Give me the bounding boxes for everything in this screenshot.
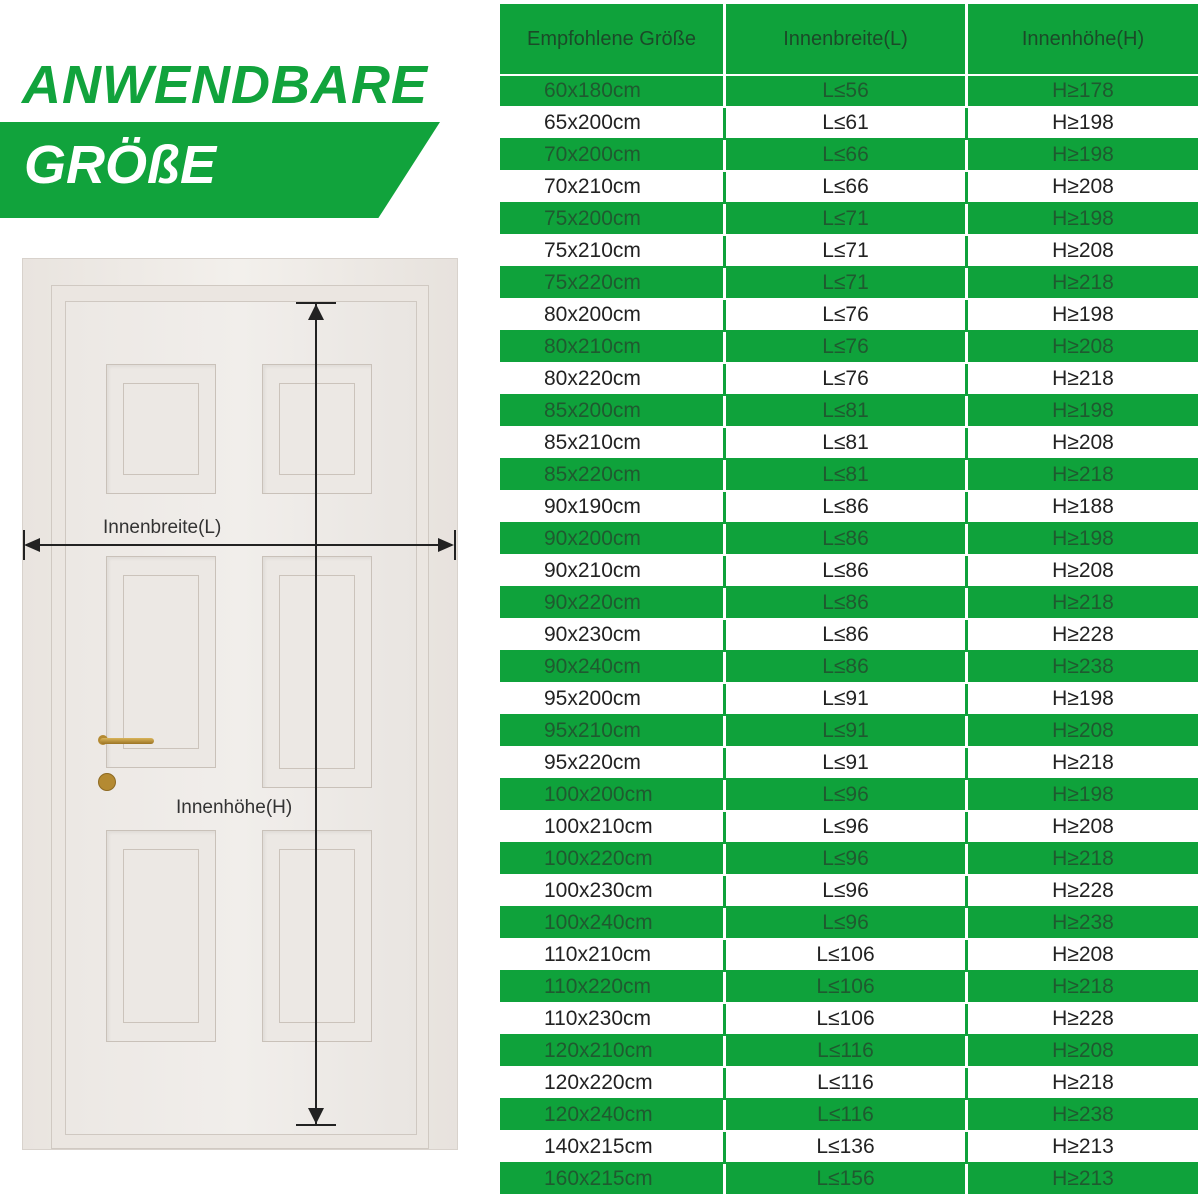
cell-size: 100x220cm	[500, 844, 726, 876]
height-arrow-bottom-head	[308, 1108, 324, 1124]
cell-inner-width: L≤86	[726, 588, 968, 620]
cell-inner-height: H≥218	[968, 364, 1198, 396]
cell-inner-height: H≥208	[968, 940, 1198, 972]
height-label: Innenhöhe(H)	[176, 797, 293, 818]
table-row	[500, 460, 1198, 492]
table-row	[500, 1100, 1198, 1132]
cell-size: 60x180cm	[500, 76, 726, 108]
cell-inner-width: L≤76	[726, 332, 968, 364]
cell-size: 95x210cm	[500, 716, 726, 748]
table-row	[500, 748, 1198, 780]
heading-line-2: GRÖßE	[24, 135, 217, 195]
table-row	[500, 1164, 1198, 1196]
cell-size: 75x210cm	[500, 236, 726, 268]
cell-inner-height: H≥208	[968, 556, 1198, 588]
cell-inner-width: L≤91	[726, 716, 968, 748]
table-row	[500, 300, 1198, 332]
cell-inner-height: H≥218	[968, 460, 1198, 492]
cell-inner-height: H≥218	[968, 268, 1198, 300]
cell-inner-width: L≤86	[726, 556, 968, 588]
cell-size: 65x200cm	[500, 108, 726, 140]
cell-inner-height: H≥238	[968, 1100, 1198, 1132]
table-row	[500, 428, 1198, 460]
cell-size: 140x215cm	[500, 1132, 726, 1164]
table-row	[500, 332, 1198, 364]
cell-inner-height: H≥218	[968, 972, 1198, 1004]
table-row	[500, 620, 1198, 652]
cell-inner-height: H≥238	[968, 652, 1198, 684]
cell-size: 90x190cm	[500, 492, 726, 524]
table-row	[500, 364, 1198, 396]
cell-inner-height: H≥198	[968, 780, 1198, 812]
table-row	[500, 780, 1198, 812]
cell-inner-width: L≤96	[726, 844, 968, 876]
cell-size: 120x240cm	[500, 1100, 726, 1132]
cell-inner-height: H≥198	[968, 300, 1198, 332]
cell-size: 80x200cm	[500, 300, 726, 332]
cell-size: 110x210cm	[500, 940, 726, 972]
cell-size: 85x220cm	[500, 460, 726, 492]
table-row	[500, 1036, 1198, 1068]
cell-inner-height: H≥178	[968, 76, 1198, 108]
table-row	[500, 1132, 1198, 1164]
cell-inner-width: L≤156	[726, 1164, 968, 1196]
cell-size: 85x210cm	[500, 428, 726, 460]
cell-inner-height: H≥208	[968, 332, 1198, 364]
cell-inner-width: L≤116	[726, 1100, 968, 1132]
table-row	[500, 236, 1198, 268]
table-row	[500, 268, 1198, 300]
cell-inner-width: L≤96	[726, 876, 968, 908]
cell-inner-height: H≥228	[968, 1004, 1198, 1036]
cell-inner-width: L≤71	[726, 268, 968, 300]
cell-inner-width: L≤106	[726, 940, 968, 972]
cell-inner-width: L≤71	[726, 204, 968, 236]
cell-inner-width: L≤66	[726, 140, 968, 172]
cell-size: 110x220cm	[500, 972, 726, 1004]
cell-inner-height: H≥208	[968, 428, 1198, 460]
table-row	[500, 396, 1198, 428]
cell-size: 80x220cm	[500, 364, 726, 396]
cell-size: 70x200cm	[500, 140, 726, 172]
cell-size: 90x240cm	[500, 652, 726, 684]
table-row	[500, 972, 1198, 1004]
cell-inner-height: H≥198	[968, 140, 1198, 172]
table-row	[500, 1068, 1198, 1100]
cell-size: 100x200cm	[500, 780, 726, 812]
cell-inner-height: H≥208	[968, 812, 1198, 844]
table-row	[500, 716, 1198, 748]
cell-inner-height: H≥218	[968, 1068, 1198, 1100]
cell-inner-height: H≥198	[968, 684, 1198, 716]
cell-inner-width: L≤71	[726, 236, 968, 268]
cell-inner-height: H≥208	[968, 1036, 1198, 1068]
table-row	[500, 172, 1198, 204]
cell-inner-width: L≤76	[726, 300, 968, 332]
cell-size: 110x230cm	[500, 1004, 726, 1036]
table-row	[500, 844, 1198, 876]
table-row	[500, 940, 1198, 972]
cell-inner-height: H≥228	[968, 620, 1198, 652]
cell-size: 90x200cm	[500, 524, 726, 556]
size-table	[500, 4, 1198, 1196]
cell-size: 100x240cm	[500, 908, 726, 940]
cell-inner-width: L≤106	[726, 972, 968, 1004]
table-row	[500, 140, 1198, 172]
width-arrow-right-head	[438, 538, 454, 552]
cell-size: 90x210cm	[500, 556, 726, 588]
cell-inner-width: L≤76	[726, 364, 968, 396]
cell-size: 80x210cm	[500, 332, 726, 364]
cell-inner-width: L≤81	[726, 396, 968, 428]
cell-inner-height: H≥228	[968, 876, 1198, 908]
table-row	[500, 908, 1198, 940]
cell-inner-width: L≤86	[726, 492, 968, 524]
cell-inner-height: H≥198	[968, 108, 1198, 140]
table-header-row	[500, 4, 1198, 76]
cell-inner-height: H≥198	[968, 204, 1198, 236]
cell-inner-height: H≥208	[968, 172, 1198, 204]
cell-inner-height: H≥188	[968, 492, 1198, 524]
cell-size: 120x220cm	[500, 1068, 726, 1100]
cell-size: 70x210cm	[500, 172, 726, 204]
cell-inner-height: H≥218	[968, 588, 1198, 620]
cell-size: 90x230cm	[500, 620, 726, 652]
table-row	[500, 492, 1198, 524]
cell-inner-width: L≤66	[726, 172, 968, 204]
table-row	[500, 876, 1198, 908]
cell-size: 95x200cm	[500, 684, 726, 716]
cell-inner-height: H≥213	[968, 1164, 1198, 1196]
cell-inner-width: L≤81	[726, 428, 968, 460]
table-row	[500, 588, 1198, 620]
cell-inner-height: H≥218	[968, 844, 1198, 876]
table-body	[500, 76, 1198, 1196]
height-arrow-top-head	[308, 304, 324, 320]
header-inner-height: Innenhöhe(H)	[968, 4, 1198, 76]
cell-size: 160x215cm	[500, 1164, 726, 1196]
cell-size: 90x220cm	[500, 588, 726, 620]
cell-inner-width: L≤86	[726, 652, 968, 684]
cell-inner-width: L≤106	[726, 1004, 968, 1036]
cell-size: 100x210cm	[500, 812, 726, 844]
cell-inner-height: H≥208	[968, 716, 1198, 748]
cell-inner-width: L≤86	[726, 524, 968, 556]
measurement-arrows	[0, 0, 480, 1200]
heading-line-1: ANWENDBARE	[22, 55, 428, 115]
header-recommended-size: Empfohlene Größe	[500, 4, 726, 76]
cell-size: 85x200cm	[500, 396, 726, 428]
cell-inner-width: L≤91	[726, 684, 968, 716]
cell-inner-width: L≤61	[726, 108, 968, 140]
cell-inner-height: H≥198	[968, 524, 1198, 556]
cell-inner-height: H≥198	[968, 396, 1198, 428]
cell-inner-width: L≤116	[726, 1068, 968, 1100]
cell-inner-width: L≤116	[726, 1036, 968, 1068]
table-row	[500, 204, 1198, 236]
cell-size: 100x230cm	[500, 876, 726, 908]
width-arrow-left-head	[24, 538, 40, 552]
table-row	[500, 524, 1198, 556]
table-row	[500, 108, 1198, 140]
cell-inner-width: L≤81	[726, 460, 968, 492]
cell-inner-width: L≤86	[726, 620, 968, 652]
cell-inner-width: L≤96	[726, 780, 968, 812]
cell-size: 75x200cm	[500, 204, 726, 236]
cell-inner-height: H≥208	[968, 236, 1198, 268]
width-label: Innenbreite(L)	[103, 517, 222, 538]
table-row	[500, 556, 1198, 588]
cell-size: 95x220cm	[500, 748, 726, 780]
table-row	[500, 1004, 1198, 1036]
table-row	[500, 684, 1198, 716]
cell-size: 120x210cm	[500, 1036, 726, 1068]
cell-inner-height: H≥238	[968, 908, 1198, 940]
cell-inner-width: L≤96	[726, 908, 968, 940]
cell-inner-width: L≤91	[726, 748, 968, 780]
header-inner-width: Innenbreite(L)	[726, 4, 968, 76]
cell-inner-height: H≥218	[968, 748, 1198, 780]
table-row	[500, 76, 1198, 108]
cell-size: 75x220cm	[500, 268, 726, 300]
cell-inner-width: L≤56	[726, 76, 968, 108]
table-row	[500, 652, 1198, 684]
cell-inner-width: L≤96	[726, 812, 968, 844]
cell-inner-height: H≥213	[968, 1132, 1198, 1164]
cell-inner-width: L≤136	[726, 1132, 968, 1164]
table-row	[500, 812, 1198, 844]
